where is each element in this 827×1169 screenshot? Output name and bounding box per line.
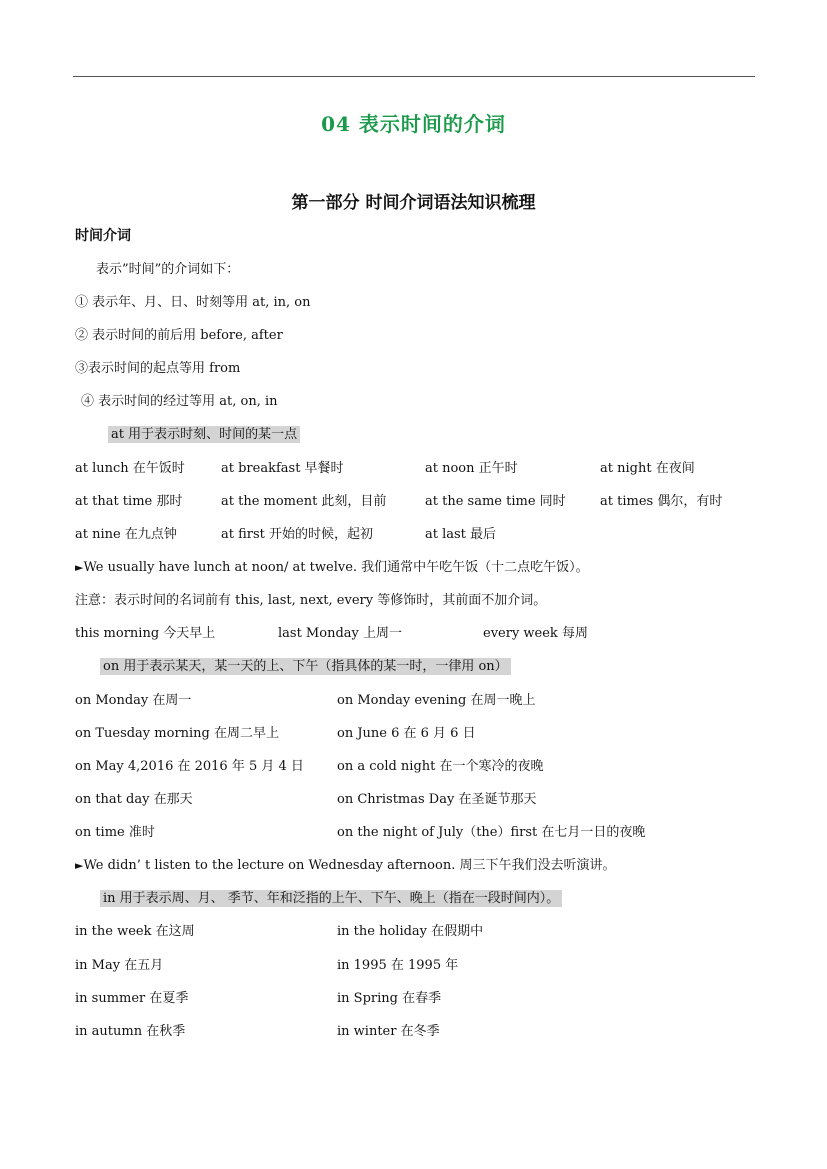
at-item: at first 开始的时候，起初 [221, 527, 374, 542]
on-item: on time 准时 [75, 825, 155, 840]
arrow-icon: ► [75, 561, 84, 574]
example-sentence: We usually have lunch at noon/ at twelve. 我们通常中午吃午饭（十二点吃午饭）。 [83, 560, 589, 575]
on-item: on Tuesday morning 在周二早上 [75, 726, 280, 741]
at-item: at last 最后 [425, 527, 497, 542]
at-item: at times 偶尔，有时 [600, 494, 723, 509]
example-sentence: We didn’ t listen to the lecture on Wednesday afternoon. 周三下午我们没去听演讲。 [83, 858, 616, 873]
on-example [75, 857, 615, 875]
rule-item: ④ 表示时间的经过等用 at, on, in [81, 394, 278, 409]
intro-text: 表示”时间”的介词如下： [96, 262, 240, 277]
at-item: at the same time 同时 [425, 494, 566, 509]
document-title: 04 表示时间的介词 [321, 112, 506, 136]
at-item: at nine 在九点钟 [75, 527, 177, 542]
at-item: at noon 正午时 [425, 461, 518, 476]
in-item: in summer 在夏季 [75, 991, 189, 1006]
at-item: at the moment 此刻，目前 [221, 494, 387, 509]
in-item: in the week 在这周 [75, 924, 195, 939]
on-heading-highlight: on 用于表示某天，某一天的上、下午（指具体的某一时，一律用 on） [100, 658, 511, 675]
at-item: at night 在夜间 [600, 461, 695, 476]
on-item: on June 6 在 6 月 6 日 [337, 726, 476, 741]
note-item: every week 每周 [483, 626, 588, 641]
in-item: in 1995 在 1995 年 [337, 958, 459, 973]
in-heading-highlight: in 用于表示周、月、 季节、年和泛指的上午、下午、晚上（指在一段时间内）。 [100, 890, 562, 907]
in-item: in Spring 在春季 [337, 991, 442, 1006]
section-heading: 时间介词 [75, 228, 131, 244]
at-item: at breakfast 早餐时 [221, 461, 344, 476]
rule-item: ② 表示时间的前后用 before, after [75, 328, 283, 343]
on-item: on a cold night 在一个寒冷的夜晚 [337, 759, 544, 774]
at-item: at lunch 在午饭时 [75, 461, 185, 476]
at-item: at that time 那时 [75, 494, 183, 509]
at-heading [108, 426, 300, 444]
in-heading [100, 890, 562, 908]
in-item: in May 在五月 [75, 958, 164, 973]
on-item: on May 4,2016 在 2016 年 5 月 4 日 [75, 759, 304, 774]
note-item: this morning 今天早上 [75, 626, 216, 641]
on-item: on Christmas Day 在圣诞节那天 [337, 792, 537, 807]
at-heading-highlight: at 用于表示时刻、时间的某一点 [108, 426, 300, 443]
on-item: on that day 在那天 [75, 792, 193, 807]
on-item: on Monday evening 在周一晚上 [337, 693, 536, 708]
in-item: in the holiday 在假期中 [337, 924, 484, 939]
in-item: in autumn 在秋季 [75, 1024, 186, 1039]
on-item: on the night of July（the）first 在七月一日的夜晚 [337, 825, 646, 840]
note-text: 注意：表示时间的名词前有 this, last, next, every 等修饰时，其前面不加介词。 [75, 593, 547, 608]
rule-item: ③表示时间的起点等用 from [75, 361, 241, 376]
on-item: on Monday 在周一 [75, 693, 192, 708]
arrow-icon: ► [75, 859, 84, 872]
on-heading [100, 658, 511, 676]
header-rule [73, 76, 755, 77]
part-heading: 第一部分 时间介词语法知识梳理 [291, 193, 536, 213]
in-item: in winter 在冬季 [337, 1024, 440, 1039]
rule-item: ① 表示年、月、日、时刻等用 at, in, on [75, 295, 311, 310]
note-item: last Monday 上周一 [278, 626, 402, 641]
at-example [75, 559, 589, 577]
